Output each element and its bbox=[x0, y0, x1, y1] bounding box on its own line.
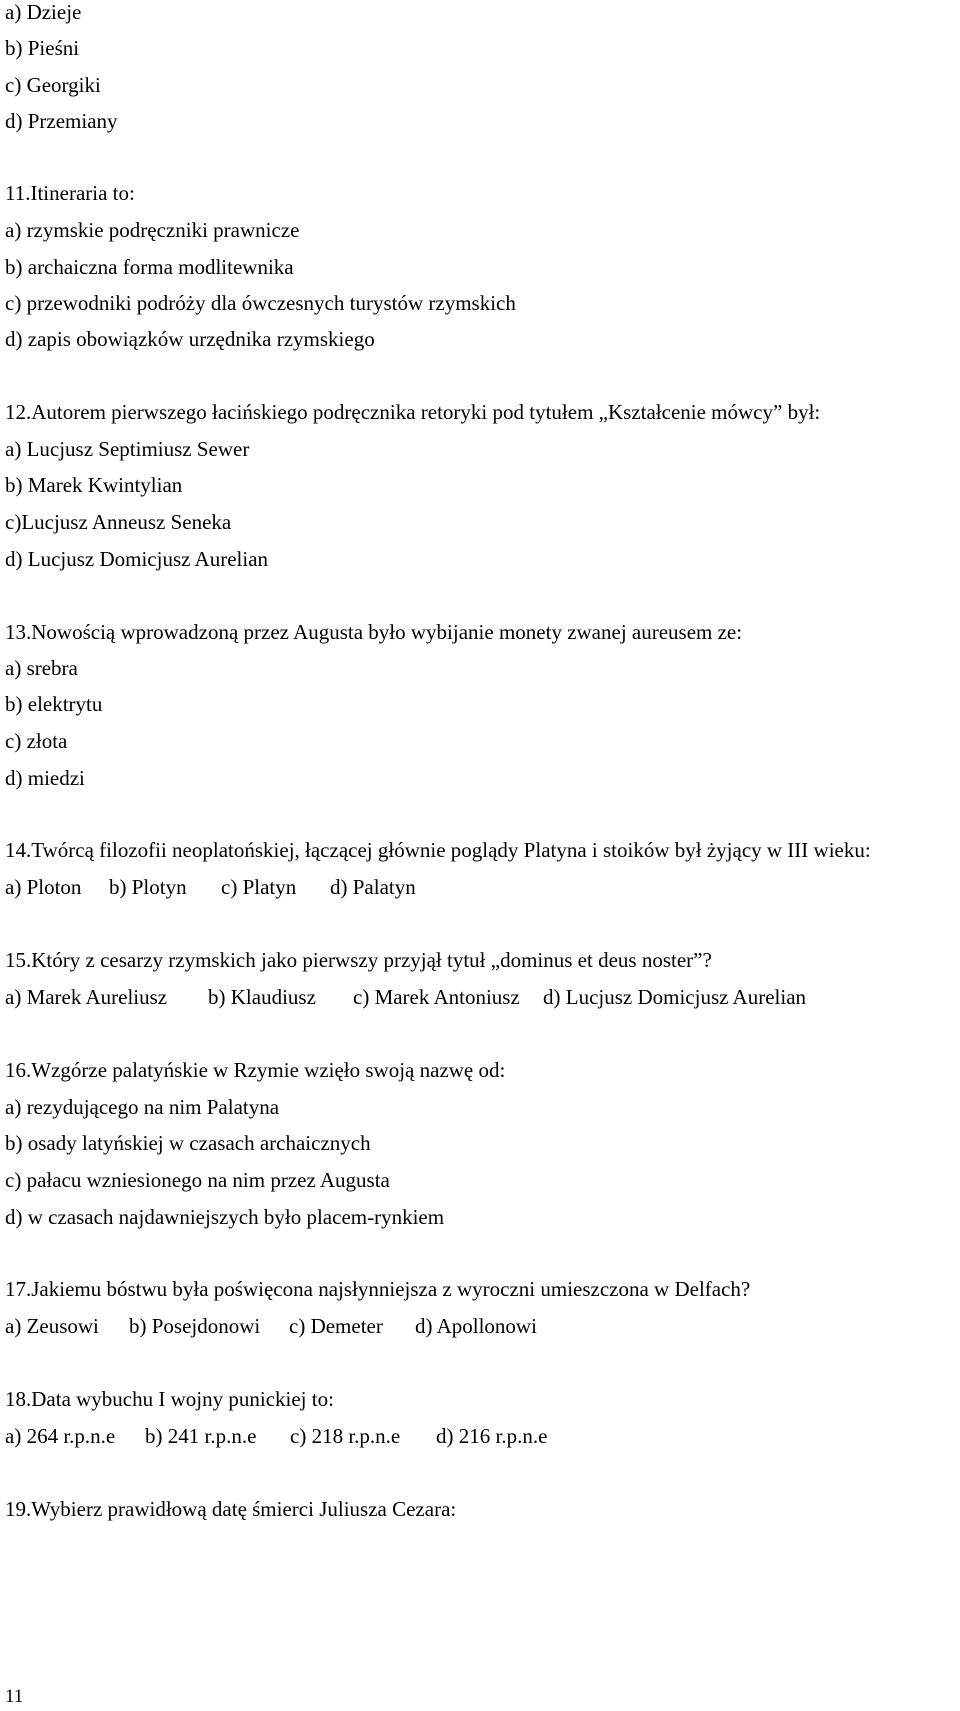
q16-option-d: d) w czasach najdawniejszych było placem-rynkiem bbox=[5, 1205, 445, 1229]
q16-option-b: b) osady latyńskiej w czasach archaicznych bbox=[5, 1131, 371, 1155]
q13-option-d: d) miedzi bbox=[5, 766, 85, 790]
q14-option-a: a) Ploton bbox=[5, 875, 82, 899]
q13-option-c: c) złota bbox=[5, 729, 68, 753]
q18-option-c: c) 218 r.p.n.e bbox=[290, 1424, 401, 1448]
q17-options-row bbox=[5, 1314, 537, 1338]
q16-option-a: a) rezydującego na nim Palatyna bbox=[5, 1095, 280, 1119]
q17-option-b: b) Posejdonowi bbox=[129, 1314, 261, 1338]
q11-option-b: b) archaiczna forma modlitewnika bbox=[5, 255, 294, 279]
question-18: 18.Data wybuchu I wojny punickiej to: bbox=[5, 1387, 334, 1411]
question-16: 16.Wzgórze palatyńskie w Rzymie wzięło swoją nazwę od: bbox=[5, 1058, 506, 1082]
q16-option-c: c) pałacu wzniesionego na nim przez Augusta bbox=[5, 1168, 390, 1192]
question-13: 13.Nowością wprowadzoną przez Augusta było wybijanie monety zwanej aureusem ze: bbox=[5, 620, 743, 644]
q18-options-row bbox=[5, 1424, 547, 1448]
q11-option-c: c) przewodniki podróży dla ówczesnych turystów rzymskich bbox=[5, 291, 516, 315]
q12-option-d: d) Lucjusz Domicjusz Aurelian bbox=[5, 547, 269, 571]
intro-option-c: c) Georgiki bbox=[5, 73, 101, 97]
q11-option-d: d) zapis obowiązków urzędnika rzymskiego bbox=[5, 327, 375, 351]
q13-option-b: b) elektrytu bbox=[5, 692, 103, 716]
question-15: 15.Który z cesarzy rzymskich jako pierwszy przyjął tytuł „dominus et deus noster”? bbox=[5, 948, 712, 972]
q12-option-c: c)Lucjusz Anneusz Seneka bbox=[5, 510, 232, 534]
q11-option-a: a) rzymskie podręczniki prawnicze bbox=[5, 218, 300, 242]
q14-option-b: b) Plotyn bbox=[109, 875, 187, 899]
question-14: 14.Twórcą filozofii neoplatońskiej, łączącej głównie poglądy Platyna i stoików był żyjący w III wieku: bbox=[5, 838, 871, 862]
q15-options-row bbox=[5, 985, 806, 1009]
intro-option-b: b) Pieśni bbox=[5, 36, 80, 60]
q17-option-a: a) Zeusowi bbox=[5, 1314, 99, 1338]
question-11: 11.Itineraria to: bbox=[5, 181, 135, 205]
question-12: 12.Autorem pierwszego łacińskiego podręcznika retoryki pod tytułem „Kształcenie mówcy” był: bbox=[5, 400, 821, 424]
q18-option-a: a) 264 r.p.n.e bbox=[5, 1424, 116, 1448]
q12-option-a: a) Lucjusz Septimiusz Sewer bbox=[5, 437, 250, 461]
q17-option-c: c) Demeter bbox=[289, 1314, 383, 1338]
q13-option-a: a) srebra bbox=[5, 656, 78, 680]
q15-option-c: c) Marek Antoniusz bbox=[353, 985, 520, 1009]
page-number: 11 bbox=[5, 1686, 24, 1707]
q14-option-d: d) Palatyn bbox=[330, 875, 416, 899]
intro-option-d: d) Przemiany bbox=[5, 109, 118, 133]
q14-option-c: c) Platyn bbox=[221, 875, 297, 899]
q18-option-b: b) 241 r.p.n.e bbox=[145, 1424, 257, 1448]
q12-option-b: b) Marek Kwintylian bbox=[5, 473, 183, 497]
intro-option-a: a) Dzieje bbox=[5, 0, 82, 24]
q15-option-d: d) Lucjusz Domicjusz Aurelian bbox=[543, 985, 807, 1009]
question-17: 17.Jakiemu bóstwu była poświęcona najsłynniejsza z wyroczni umieszczona w Delfach? bbox=[5, 1277, 751, 1301]
q15-option-a: a) Marek Aureliusz bbox=[5, 985, 168, 1009]
q17-option-d: d) Apollonowi bbox=[415, 1314, 537, 1338]
q15-option-b: b) Klaudiusz bbox=[208, 985, 316, 1009]
q14-options-row bbox=[5, 875, 416, 899]
q18-option-d: d) 216 r.p.n.e bbox=[436, 1424, 548, 1448]
question-19: 19.Wybierz prawidłową datę śmierci Juliusza Cezara: bbox=[5, 1497, 457, 1521]
